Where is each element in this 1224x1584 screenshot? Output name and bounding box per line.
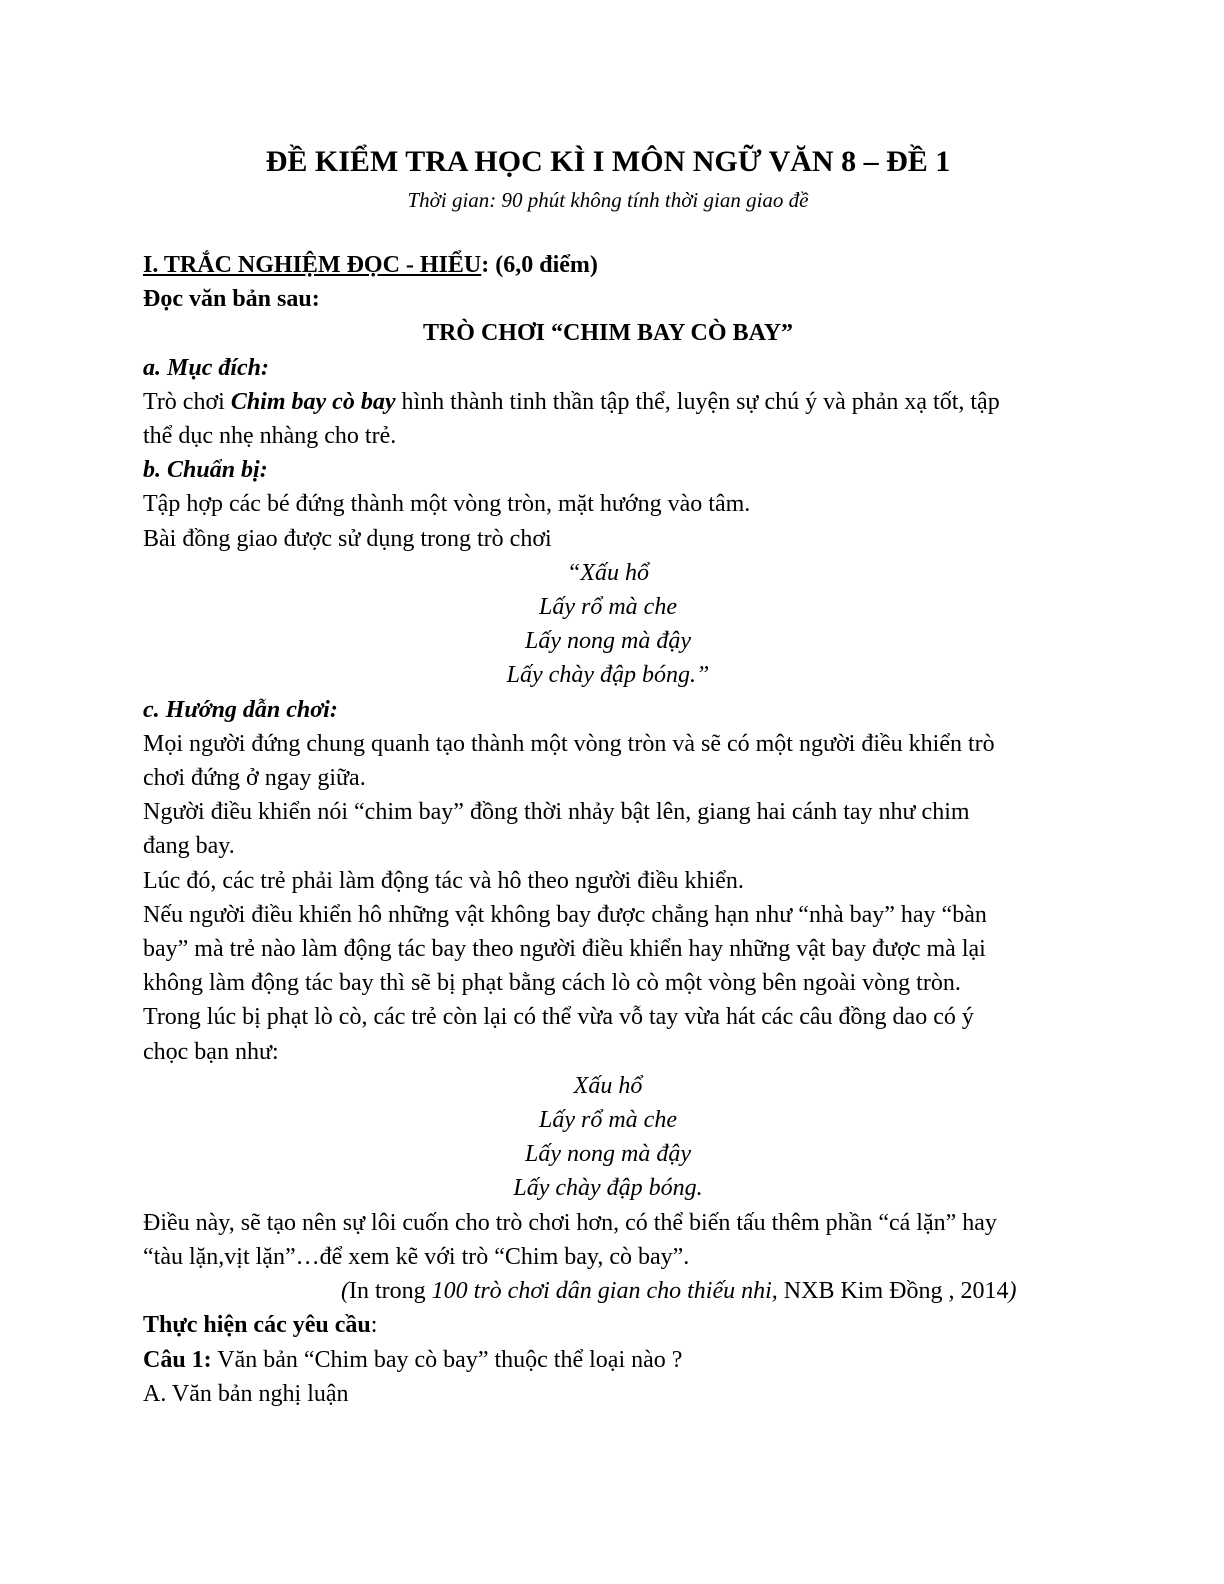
guide-line: không làm động tác bay thì sẽ bị phạt bằng cách lò cò một vòng bên ngoài vòng tròn. xyxy=(143,970,961,997)
source-book: 100 trò chơi dân gian cho thiếu nhi, xyxy=(431,1278,778,1305)
guide-line: Nếu người điều khiển hô những vật không bay được chẳng hạn như “nhà bay” hay “bàn xyxy=(143,901,987,928)
tasks-colon: : xyxy=(370,1312,378,1339)
document-page xyxy=(143,138,1073,1411)
guide-after-line: “tàu lặn,vịt lặn”…để xem kẽ với trò “Chim bay, cò bay”. xyxy=(143,1243,690,1270)
read-prompt: Đọc văn bản sau: xyxy=(143,286,320,313)
tasks-heading xyxy=(143,1308,1073,1342)
section-heading xyxy=(143,248,1073,282)
game-name: Chim bay cò bay xyxy=(230,388,396,415)
guide-line: chơi đứng ở ngay giữa. xyxy=(143,765,366,792)
exam-title: ĐỀ KIỂM TRA HỌC KÌ I MÔN NGỮ VĂN 8 – ĐỀ 1 xyxy=(265,145,951,178)
guide-line: bay” mà trẻ nào làm động tác bay theo người điều khiển hay những vật bay được mà lại xyxy=(143,936,986,963)
poem-line: Lấy rổ mà che xyxy=(539,594,677,621)
question-label: Câu 1: xyxy=(143,1346,212,1373)
poem-line: “Xấu hổ xyxy=(566,559,649,586)
purpose-text-start: Trò chơi xyxy=(143,388,231,415)
source-prefix: In trong xyxy=(349,1278,432,1305)
guide-after-line: Điều này, sẽ tạo nên sự lôi cuốn cho trò chơi hơn, có thể biến tấu thêm phần “cá lặn” hay xyxy=(143,1209,997,1236)
purpose-text-rest: hình thành tinh thần tập thể, luyện sự chú ý và phản xạ tốt, tập xyxy=(395,388,1000,415)
exam-time-note: Thời gian: 90 phút không tính thời gian giao đề xyxy=(407,188,809,212)
poem-line: Xấu hổ xyxy=(573,1072,643,1099)
spacer xyxy=(143,214,1073,248)
source-citation xyxy=(143,1274,1073,1308)
section-score: : (6,0 điểm) xyxy=(481,252,598,278)
poem-line: Lấy chày đập bóng. xyxy=(513,1175,703,1202)
poem-line: Lấy chày đập bóng.” xyxy=(506,662,710,689)
purpose-paragraph xyxy=(143,385,1073,419)
guide-line: đang bay. xyxy=(143,833,235,860)
guide-line: Mọi người đứng chung quanh tạo thành một vòng tròn và sẽ có một người điều khiển trò xyxy=(143,730,995,757)
question-1 xyxy=(143,1343,1073,1377)
purpose-heading: a. Mục đích: xyxy=(143,354,269,381)
text-title: TRÒ CHƠI “CHIM BAY CÒ BAY” xyxy=(422,320,794,347)
source-close: ) xyxy=(1008,1278,1017,1305)
guide-line: Người điều khiển nói “chim bay” đồng thời nhảy bật lên, giang hai cánh tay như chim xyxy=(143,799,970,826)
prepare-heading: b. Chuẩn bị: xyxy=(143,457,268,484)
section-title: I. TRẮC NGHIỆM ĐỌC - HIỂU xyxy=(143,252,482,278)
question-text: Văn bản “Chim bay cò bay” thuộc thể loại nào ? xyxy=(211,1346,683,1373)
answer-option-a: A. Văn bản nghị luận xyxy=(143,1380,349,1407)
poem-line: Lấy nong mà đậy xyxy=(525,628,691,655)
purpose-paragraph-line2: thể dục nhẹ nhàng cho trẻ. xyxy=(143,423,397,450)
guide-heading: c. Hướng dẫn chơi: xyxy=(143,696,338,723)
poem-line: Lấy rổ mà che xyxy=(539,1107,677,1134)
source-open: ( xyxy=(341,1278,349,1305)
guide-line: Lúc đó, các trẻ phải làm động tác và hô theo người điều khiển. xyxy=(143,867,744,894)
prepare-line: Tập hợp các bé đứng thành một vòng tròn, mặt hướng vào tâm. xyxy=(143,491,751,518)
guide-line: chọc bạn như: xyxy=(143,1038,279,1065)
source-publisher: NXB Kim Đồng , 2014 xyxy=(777,1278,1009,1305)
poem-line: Lấy nong mà đậy xyxy=(525,1141,691,1168)
tasks-heading-text: Thực hiện các yêu cầu xyxy=(143,1312,371,1339)
prepare-line: Bài đồng giao được sử dụng trong trò chơi xyxy=(143,525,552,552)
guide-line: Trong lúc bị phạt lò cò, các trẻ còn lại có thể vừa vỗ tay vừa hát các câu đồng dao có ý xyxy=(143,1004,974,1031)
